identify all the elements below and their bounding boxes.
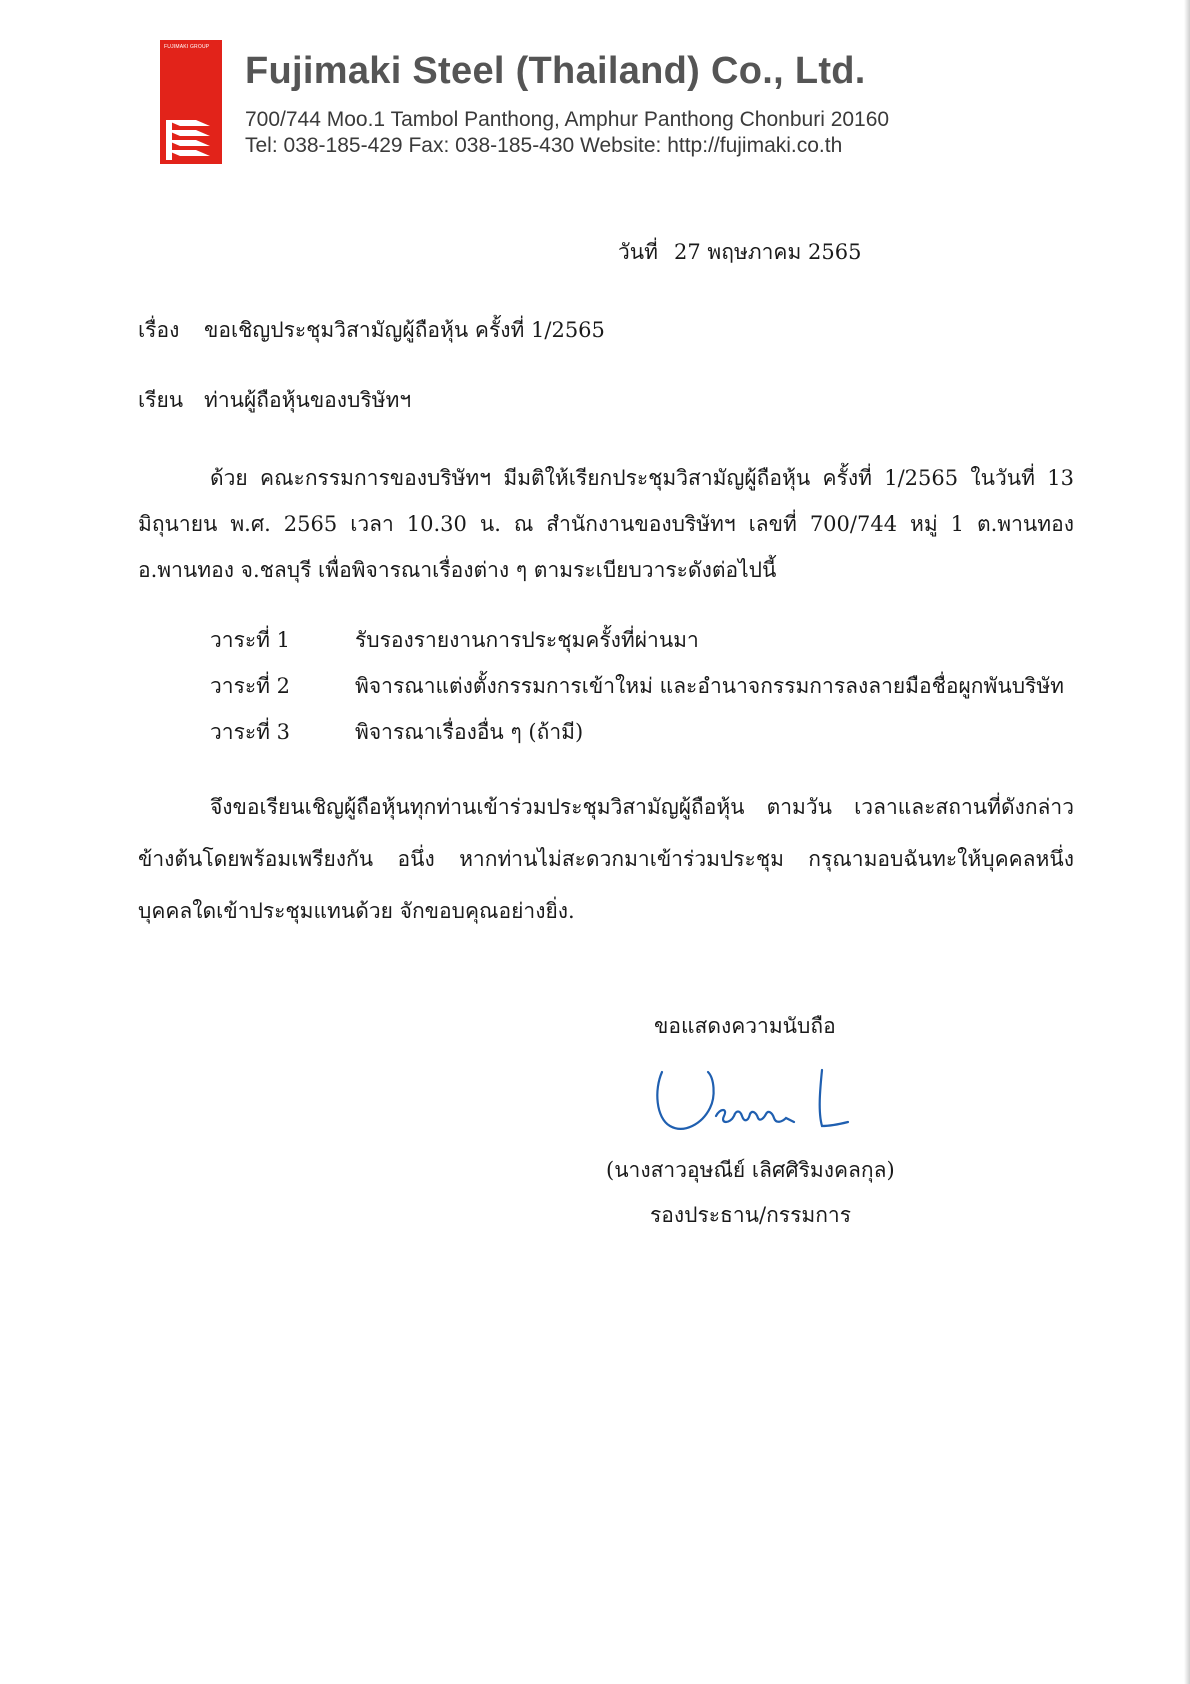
agenda-item [210, 716, 583, 749]
agenda-item [210, 624, 699, 657]
agenda-label: วาระที่ 2 [210, 674, 291, 698]
handwritten-signature [650, 1060, 850, 1140]
letter-date [618, 236, 861, 269]
salutation-label: เรียน [138, 388, 184, 412]
subject-text: ขอเชิญประชุมวิสามัญผู้ถือหุ้น ครั้งที่ 1/2565 [204, 318, 605, 342]
company-name: Fujimaki Steel (Thailand) Co., Ltd. [245, 50, 866, 92]
salutation-text: ท่านผู้ถือหุ้นของบริษัทฯ [204, 388, 412, 412]
page-edge-shadow [1184, 0, 1190, 1684]
body-paragraph-1: ด้วย คณะกรรมการของบริษัทฯ มีมติให้เรียกประชุมวิสามัญผู้ถือหุ้น ครั้งที่ 1/2565 ในวันที่ 13 มิถุนายน พ.ศ. 2565 เวลา 10.30 น. ณ สำนักงานของบริษัทฯ เลขที่ 700/744 หมู่ 1 ต.พานทอง อ.พานทอง จ.ชลบุรี เพื่อพิจารณาเรื่องต่าง ๆ ตามระเบียบวาระดังต่อไปนี้ [138, 466, 1074, 582]
salutation-line [138, 384, 411, 417]
signer-title: รองประธาน/กรรมการ [650, 1203, 851, 1227]
company-address: 700/744 Moo.1 Tambol Panthong, Amphur Panthong Chonburi 20160 [245, 108, 890, 131]
logo-group-text: FUJIMAKI GROUP [164, 44, 210, 50]
logo-stripes-icon [166, 118, 216, 162]
signer-name: (นางสาวอุษณีย์ เลิศศิริมงคลกุล) [606, 1158, 895, 1182]
date-label: วันที่ [618, 240, 658, 264]
body-paragraph-2: จึงขอเรียนเชิญผู้ถือหุ้นทุกท่านเข้าร่วมประชุมวิสามัญผู้ถือหุ้น ตามวัน เวลาและสถานที่ดังกล่าวข้างต้นโดยพร้อมเพรียงกัน อนึ่ง หากท่านไม่สะดวกมาเข้าร่วมประชุม กรุณามอบฉันทะให้บุคคลหนึ่งบุคคลใดเข้าประชุมแทนด้วย จักขอบคุณอย่างยิ่ง. [138, 795, 1074, 923]
company-contact: Tel: 038-185-429 Fax: 038-185-430 Website: http://fujimaki.co.th [245, 134, 843, 157]
closing-text: ขอแสดงความนับถือ [654, 1014, 836, 1038]
agenda-text: พิจารณาเรื่องอื่น ๆ (ถ้ามี) [355, 720, 584, 744]
subject-label: เรื่อง [138, 318, 180, 342]
agenda-label: วาระที่ 3 [210, 720, 291, 744]
agenda-text: รับรองรายงานการประชุมครั้งที่ผ่านมา [355, 628, 699, 652]
agenda-text: พิจารณาแต่งตั้งกรรมการเข้าใหม่ และอำนาจกรรมการลงลายมือชื่อผูกพันบริษัท [355, 674, 1065, 698]
subject-line [138, 314, 605, 347]
agenda-label: วาระที่ 1 [210, 628, 291, 652]
company-logo [160, 40, 222, 164]
date-value: 27 พฤษภาคม 2565 [674, 240, 862, 264]
agenda-item [210, 670, 1064, 703]
